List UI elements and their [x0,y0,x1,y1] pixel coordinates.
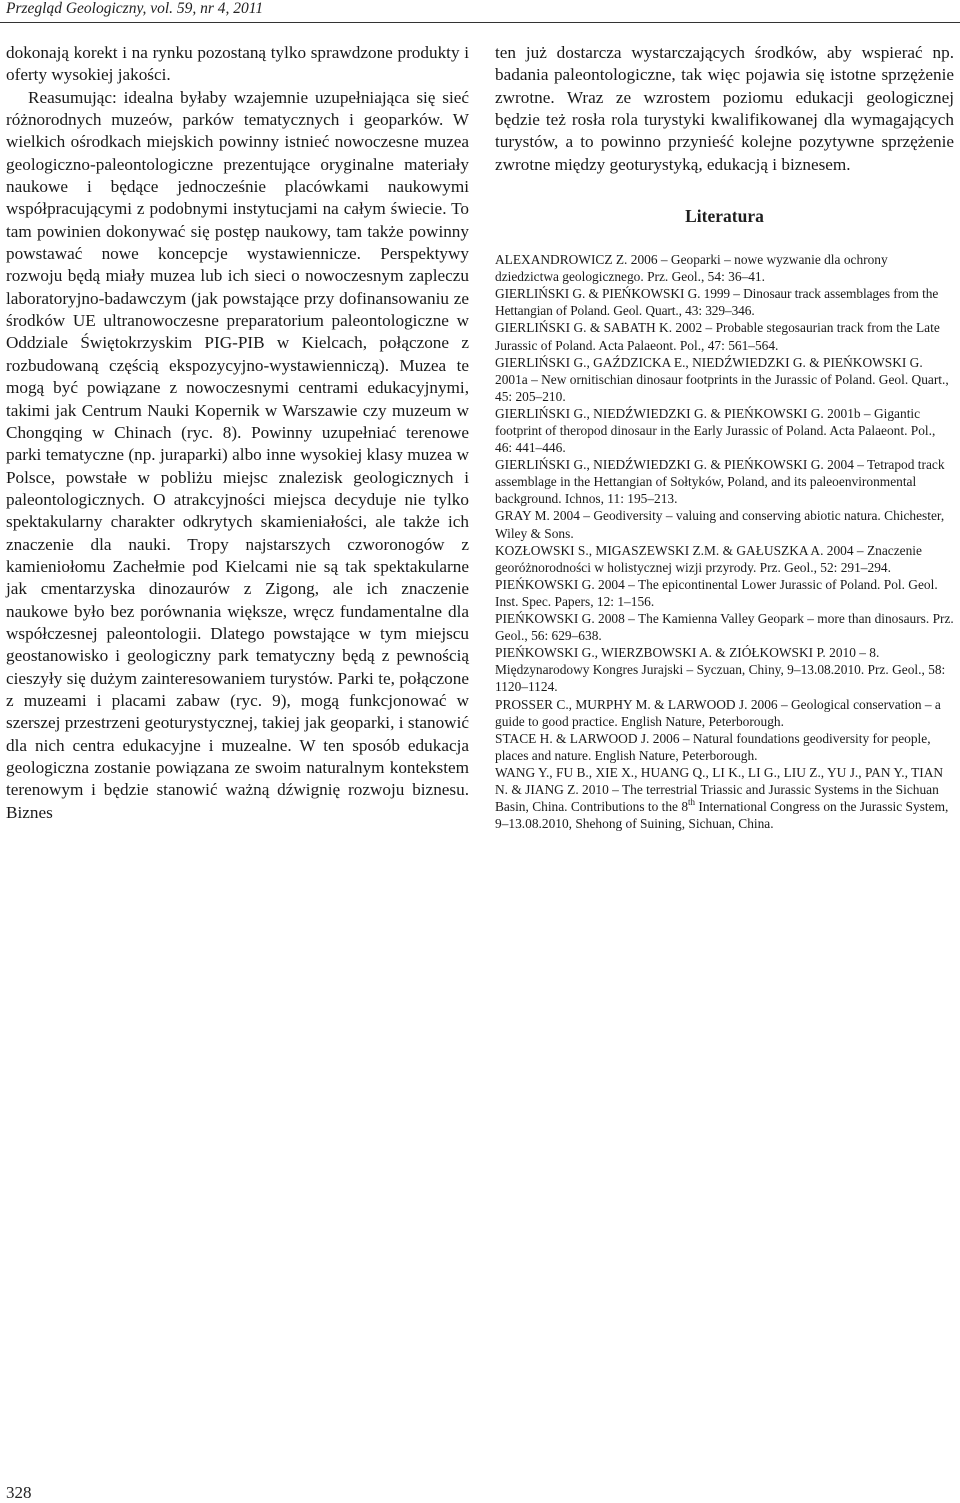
reference-item: GIERLIŃSKI G., NIEDŹWIEDZKI G. & PIEŃKOWSKI G. 2004 – Tetrapod track assemblage in the Hettangian of Sołtyków, Poland, and its paleoenvironmental background. Ichnos, 11: 195–213. [495,457,945,507]
reference-item: GIERLIŃSKI G. & PIEŃKOWSKI G. 1999 – Dinosaur track assemblages from the Hettangian of Poland. Geol. Quart., 43: 329–346. [495,286,939,319]
reference-item: PIEŃKOWSKI G. 2008 – The Kamienna Valley Geopark – more than dinosaurs. Prz. Geol., 56: 629–638. [495,611,954,644]
header-rule [0,22,960,23]
right-column [495,42,954,832]
ordinal-superscript: th [688,797,696,808]
reference-item: PIEŃKOWSKI G. 2004 – The epicontinental Lower Jurassic of Poland. Pol. Geol. Inst. Spec. Papers, 12: 1–156. [495,576,938,609]
reference-item: GIERLIŃSKI G., NIEDŹWIEDZKI G. & PIEŃKOWSKI G. 2001b – Gigantic footprint of theropod dinosaur in the Early Jurassic of Poland. Acta Palaeont. Pol., 46: 441–446. [495,405,936,456]
left-column [6,42,469,824]
reference-item: STACE H. & LARWOOD J. 2006 – Natural foundations geodiversity for people, places and nature. English Nature, Peterborough. [495,730,931,763]
reference-item: PIEŃKOWSKI G., WIERZBOWSKI A. & ZIÓŁKOWSKI P. 2010 – 8. Międzynarodowy Kongres Jurajski – Syczuan, Chiny, 9–13.08.2010. Prz. Geol., 58: 1120–1124. [495,645,946,695]
reference-item: GRAY M. 2004 – Geodiversity – valuing and conserving abiotic natura. Chichester, Wiley & Sons. [495,508,945,541]
page-number: 328 [6,1483,32,1502]
journal-header: Przegląd Geologiczny, vol. 59, nr 4, 2011 [6,0,264,17]
reference-list [495,251,954,832]
reference-item: GIERLIŃSKI G., GAŹDZICKA E., NIEDŹWIEDZKI G. & PIEŃKOWSKI G. 2001a – New ornitischian dinosaur footprints in the Jurassic of Poland. Geol. Quart., 45: 205–210. [495,354,949,404]
reference-item: GIERLIŃSKI G. & SABATH K. 2002 – Probable stegosaurian track from the Late Jurassic of Poland. Acta Palaeont. Pol., 47: 561–564. [495,320,940,353]
reference-text: WANG Y., FU B., XIE X., HUANG Q., LI K., LI G., LIU Z., YU J., PAN Y., TIAN N. & JIANG Z. 2010 – The terrestrial Triassic and Jurassic Systems in the Sichuan Basin, China. Contributions to the 8 [495,764,944,815]
reference-item [495,764,954,832]
reference-item: KOZŁOWSKI S., MIGASZEWSKI Z.M. & GAŁUSZKA A. 2004 – Znaczenie georóżnorodności w holistycznej wizji przyrody. Prz. Geol., 52: 291–294. [495,542,922,575]
reference-item: PROSSER C., MURPHY M. & LARWOOD J. 2006 – Geological conservation – a guide to good practice. English Nature, Peterborough. [495,696,941,729]
reference-item: ALEXANDROWICZ Z. 2006 – Geoparki – nowe wyzwanie dla ochrony dziedzictwa geologicznego. Prz. Geol., 54: 36–41. [495,252,888,285]
body-paragraph: Reasumując: idealna byłaby wzajemnie uzupełniająca się sieć różnorodnych muzeów, parków tematycznych i geoparków. W wielkich ośrodkach miejskich powinny istnieć nowoczesne muzea geologiczno-paleontologiczne prezentujące oryginalne materiały naukowe i będące jednocześnie placówkami naukowymi współpracującymi z podobnymi instytucjami na całym świecie. To tam powinien dokonywać się postęp naukowy, tam także powinny powstawać nowe koncepcje wystawiennicze. Perspektywy rozwoju będą miały muzea lub ich sieci o nowoczesnym zapleczu laboratoryjno-badawczym (jak powstające przy dofinansowaniu ze środków UE ultranowoczesne preparatorium paleontologiczne w Oddziale Świętokrzyskim PIG-PIB w Kielcach, połączone z rozbudowaną częścią ekspozycyjno-wystawienniczą). Muzea te mogą być powiązane z nowoczesnymi centrami edukacyjnymi, takimi jak Centrum Nauki Kopernik w Warszawie czy muzeum w Chongqing w Chinach (ryc. 8). Powinny uzupełniać terenowe parki tematyczne (np. juraparki) albo inne wysokiej klasy muzea w Polsce, powstałe w pobliżu miejsc znalezisk geologicznych i paleontologicznych. O atrakcyjności miejsca decyduje nie tylko spektakularny charakter odkrytych skamieniałości, ale także ich znaczenie dla nauki. Tropy najstarszych czworonogów z kamieniołomu Zachełmie pod Kielcami nie są tak spektakularne jak cmentarzyska dinozaurów z Zigong, ale ich znaczenie naukowe było bez porównania większe, wręcz fundamentalne dla współczesnej paleontologii. Dlatego powstające w tym miejscu geostanowisko i geologiczny park tematyczny będą z pewnością cieszyły się dużym zainteresowaniem turystów. Parki te, połączone z muzeami i placami zabaw (ryc. 9), mogą funkcjonować w szerszej przestrzeni geoturystycznej, takiej jak geoparki, i stanowić dla nich centra edukacyjne i muzealne. W ten sposób edukacja geologiczna zostanie powiązana ze swoim naturalnym kontekstem terenowym i będzie stanowić ważną dźwignię rozwoju biznesu. Biznes [6,87,469,822]
reference-text: International Congress on the Jurassic System, 9–13.08.2010, Shehong of Suining, Sichuan, China. [495,799,949,832]
body-paragraph-continuation: ten już dostarcza wystarczających środków, aby wspierać np. badania paleontologiczne, tak więc pojawia się istotne sprzężenie zwrotne. Wraz ze wzrostem poziomu edukacji geologicznej będzie też rosła rola turystyki kwalifikowanej dla wymagających turystów, a to powinno przynieść kolejne pozytywne sprzężenie zwrotne między geoturystyką, edukacją i biznesem. [495,43,954,174]
literature-heading: Literatura [685,206,764,227]
body-paragraph: dokonają korekt i na rynku pozostaną tylko sprawdzone produkty i oferty wysokiej jakości. [6,43,469,85]
